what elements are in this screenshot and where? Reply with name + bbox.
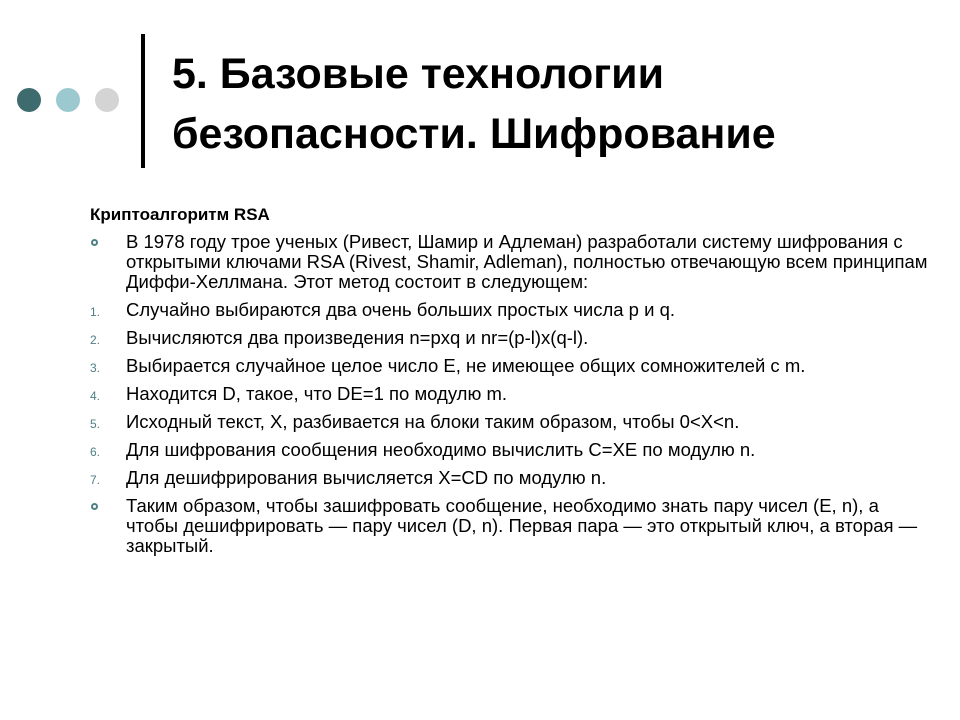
list-item-step-7: [90, 468, 935, 488]
list-item-step-3: [90, 356, 935, 376]
list-item-step-2: [90, 328, 935, 348]
list-item-step-5: [90, 412, 935, 432]
step-number: 2.: [90, 333, 101, 347]
bullet-icon: [91, 503, 98, 510]
title-line-2: безопасности. Шифрование: [172, 110, 776, 158]
list-item-text: Случайно выбираются два очень больших простых числа р и q.: [126, 299, 675, 320]
list-item-text: Исходный текст, X, разбивается на блоки таким образом, чтобы 0<X<n.: [126, 411, 740, 432]
title-line-1: 5. Базовые технологии: [172, 50, 665, 98]
bullet-icon: [91, 239, 98, 246]
slide-title: [172, 44, 942, 164]
list-item-intro: [90, 232, 935, 292]
list-item-conclusion: [90, 496, 935, 556]
list-item-text: Вычисляются два произведения n=pxq и nr=(p-l)x(q-l).: [126, 327, 589, 348]
step-number: 1.: [90, 305, 101, 319]
list-item-text: В 1978 году трое ученых (Ривест, Шамир и Адлеман) разработали систему шифрования с открытыми ключами RSA (Rivest, Shamir, Adleman), полностью отвечающую всем принципам Диффи-Хеллмана. Этот метод состоит в следующем:: [126, 231, 928, 292]
list-item-step-4: [90, 384, 935, 404]
title-divider: [141, 34, 145, 168]
list-item-text: Выбирается случайное целое число Е, не имеющее общих сомножителей с m.: [126, 355, 806, 376]
dot-dark: [17, 88, 41, 112]
list-item-text: Находится D, такое, что DE=1 по модулю m.: [126, 383, 508, 404]
decorative-dots: [17, 88, 119, 112]
list-item-text: Для дешифрирования вычисляется X=CD по модулю n.: [126, 467, 607, 488]
step-number: 4.: [90, 389, 101, 403]
step-number: 7.: [90, 473, 101, 487]
list-item-text: Для шифрования сообщения необходимо вычислить С=ХЕ по модулю n.: [126, 439, 756, 460]
content-list: [90, 232, 935, 564]
step-number: 6.: [90, 445, 101, 459]
section-heading: Криптоалгоритм RSA: [90, 205, 270, 224]
step-number: 3.: [90, 361, 101, 375]
list-item-text: Таким образом, чтобы зашифровать сообщение, необходимо знать пару чисел (Е, n), а чтобы дешифрировать — пару чисел (D, n). Первая пара — это открытый ключ, а вторая — закрытый.: [126, 495, 918, 556]
list-item-step-6: [90, 440, 935, 460]
dot-light: [95, 88, 119, 112]
list-item-step-1: [90, 300, 935, 320]
step-number: 5.: [90, 417, 101, 431]
dot-mid: [56, 88, 80, 112]
